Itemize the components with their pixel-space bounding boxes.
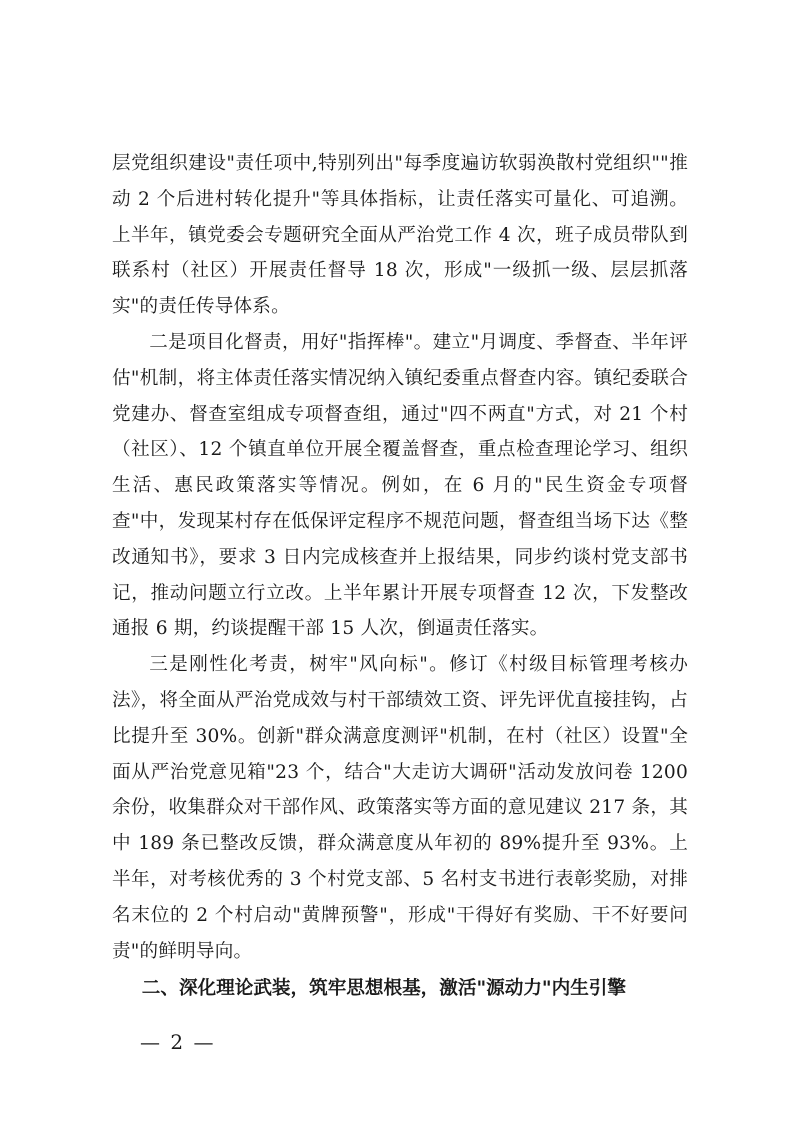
- paragraph-responsibility-list: 层党组织建设"责任项中,特别列出"每季度遍访软弱涣散村党组织""推动 2 个后进村转化提升"等具体指标，让责任落实可量化、可追溯。上半年，镇党委会专题研究全面从严治党工作 4 次，班子成员带队到联系村（社区）开展责任督导 18 次，形成"一级抓一级、层层抓落实"的责任传导体系。: [112, 153, 688, 318]
- document-body: [112, 146, 688, 1007]
- section-heading: 二、深化理论武装，筑牢思想根基，激活"源动力"内生引擎: [141, 978, 626, 1000]
- paragraph-project-supervision: 二是项目化督责，用好"指挥棒"。建立"月调度、季督查、半年评估"机制，将主体责任落实情况纳入镇纪委重点督查内容。镇纪委联合党建办、督查室组成专项督查组，通过"四不两直"方式，对 21 个村（社区）、12 个镇直单位开展全覆盖督查，重点检查理论学习、组织生活、惠民政策落实等情况。例如，在 6 月的"民生资金专项督查"中，发现某村存在低保评定程序不规范问题，督查组当场下达《整改通知书》，要求 3 日内完成核查并上报结果，同步约谈村党支部书记，推动问题立行立改。上半年累计开展专项督查 12 次，下发整改通报 6 期，约谈提醒干部 15 人次，倒逼责任落实。: [112, 331, 688, 640]
- paragraph-rigid-assessment: 三是刚性化考责，树牢"风向标"。修订《村级目标管理考核办法》，将全面从严治党成效与村干部绩效工资、评先评优直接挂钩，占比提升至 30%。创新"群众满意度测评"机制，在村（社区）设置"全面从严治党意见箱"23 个，结合"大走访大调研"活动发放问卷 1200 余份，收集群众对干部作风、政策落实等方面的意见建议 217 条，其中 189 条已整改反馈，群众满意度从年初的 89%提升至 93%。上半年，对考核优秀的 3 个村党支部、5 名村支书进行表彰奖励，对排名末位的 2 个村启动"黄牌预警"，形成"干得好有奖励、干不好要问责"的鲜明导向。: [112, 654, 688, 962]
- page-number: — 2 —: [140, 1030, 216, 1054]
